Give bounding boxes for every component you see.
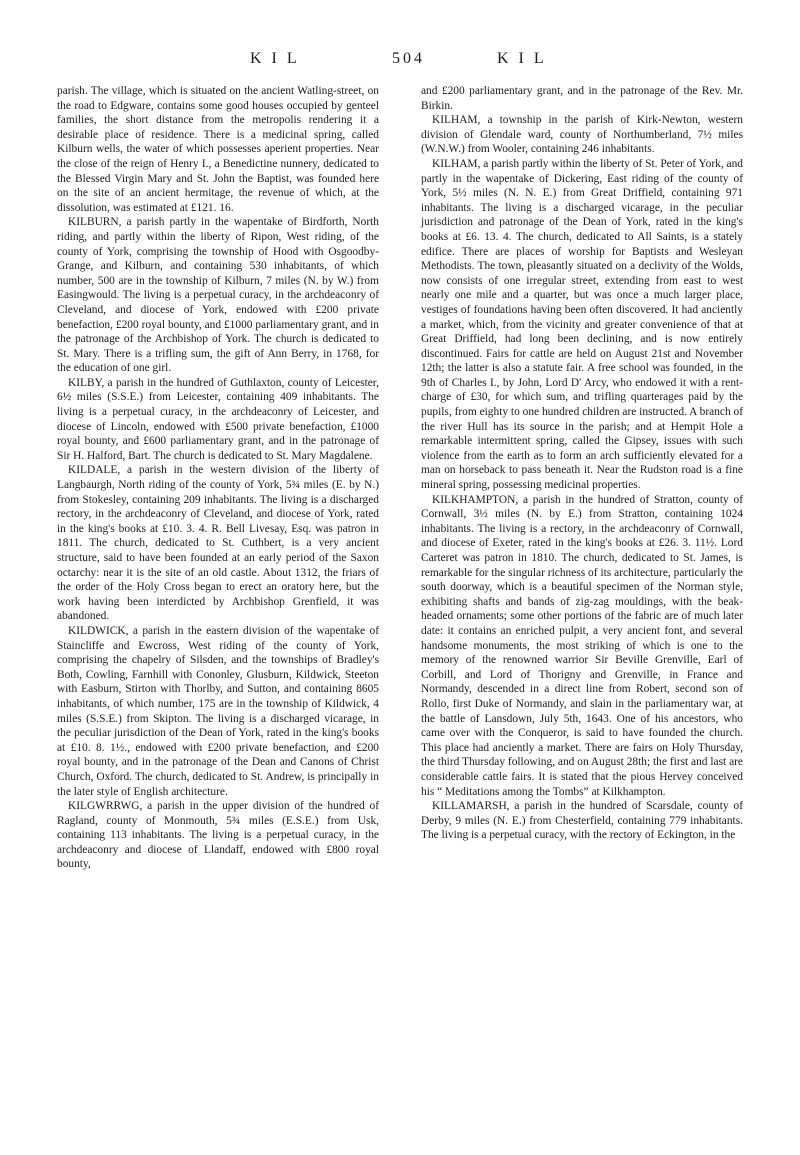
entry-killamarsh: KILLAMARSH, a parish in the hundred of Scarsdale, county of Derby, 9 miles (N. E.) from Chesterfield, containing 779 inhabitants. The living is a perpetual curacy, with the rectory of Eckington, in the <box>421 800 743 842</box>
header-right-guide-word: K I L <box>497 50 547 67</box>
entry-kilham-northumberland: KILHAM, a township in the parish of Kirk-Newton, western division of Glendale ward, county of Northumberland, 7½ miles (W.N.W.) from Wooler, containing 246 inhabitants. <box>421 114 743 156</box>
running-header <box>60 50 740 74</box>
entry-kilham-york: KILHAM, a parish partly within the liberty of St. Peter of York, and partly in the wapentake of Dickering, East riding of the county of York, 5½ miles (N. N. E.) from Great Driffield, containing 971 inhabitants. The living is a discharged vicarage, in the peculiar jurisdiction and patronage of the Dean of York, rated in the king's books at £6. 13. 4. The church, dedicated to All Saints, is a stately edifice. There are places of worship for Baptists and Wesleyan Methodists. The town, pleasantly situated on a declivity of the Wolds, now consists of one irregular street, extending from east to west nearly one mile and a quarter, but was once a much larger place, vestiges of foundations having been often discovered. It had anciently a market, which, from the vicinity and greater convenience of that at Great Driffield, had long been declining, and is now entirely discontinued. Fairs for cattle are held on August 21st and November 12th; the latter is also a statute fair. A free school was founded, in the 9th of Charles I., by John, Lord D' Arcy, who endowed it with a rent-charge of £30, for which sum, and trifling quarterages paid by the pupils, from eighty to one hundred children are instructed. A branch of the river Hull has its source in the parish; and at Hempit Hole a remarkable intermittent spring, called the Gipsey, issues with such violence from the earth as to form an arch sufficiently elevated for a man on horseback to pass beneath it. Near the Rudston road is a fine mineral spring, possessing medicinal properties. <box>421 157 743 492</box>
entry-kilkhampton: KILKHAMPTON, a parish in the hundred of Stratton, county of Cornwall, 3½ miles (N. by E.) from Stratton, containing 1024 inhabitants. The living is a rectory, in the archdeaconry of Cornwall, and diocese of Exeter, rated in the king's books at £26. 3. 11½. Lord Carteret was patron in 1810. The church, dedicated to St. James, is remarkable for the singular richness of its architecture, particularly the south doorway, which is a beautiful specimen of the Norman style, exhibiting shafts and bands of zig-zag mouldings, with the beak-headed ornaments; some other portions of the fabric are of much later date: it contains an enriched pulpit, a very ancient font, and several handsome monuments, the most striking of which is one to the memory of the renowned warrior Sir Beville Grenville, Earl of Corbill, and Lord of Thorigny and Grenville, in France and Normandy, descended in a direct line from Robert, second son of Rollo, first Duke of Normandy, and slain in the parliamentary war, at the battle of Lansdown, July 5th, 1643. One of his ancestors, who came over with the Conqueror, is said to have founded the church. This place had anciently a market. There are fairs on Holy Thursday, the third Thursday following, and on August 28th; the first and last are considerable cattle fairs. It is stated that the pious Hervey conceived his “ Meditations among the Tombs” at Kilkhampton. <box>421 493 743 798</box>
right-column <box>421 84 743 843</box>
entry-kildale: KILDALE, a parish in the western division of the liberty of Langbaurgh, North riding of the county of York, 5¾ miles (E. by N.) from Stokesley, containing 209 inhabitants. The living is a discharged rectory, in the archdeaconry of Cleveland, and diocese of York, rated in the king's books at £10. 3. 4. R. Bell Livesay, Esq. was patron in 1811. The church, dedicated to St. Cuthbert, is a very ancient structure, said to have been founded at an early period of the Saxon octarchy: near it is the site of an old castle. About 1312, the friars of the order of the Holy Cross began to erect an oratory here, but the work having been interdicted by Archbishop Grenfield, it was abandoned. <box>57 464 379 623</box>
entry-kilburn-continued: parish. The village, which is situated on the ancient Watling-street, on the road to Edgware, contains some good houses occupied by genteel families, the short distance from the metropolis rendering it a desirable place of residence. There is a medicinal spring, called Kilburn wells, the water of which possesses aperient properties. Near the close of the reign of Henry I., a Benedictine nunnery, dedicated to the Blessed Virgin Mary and St. John the Baptist, was founded here on the site of an ancient hermitage, the revenue of which, at the dissolution, was estimated at £121. 16. <box>57 85 379 214</box>
page-number: 504 <box>392 50 425 67</box>
left-column <box>57 84 379 872</box>
entry-kilgwrrwg-continued: and £200 parliamentary grant, and in the patronage of the Rev. Mr. Birkin. <box>421 85 743 112</box>
entry-kilby: KILBY, a parish in the hundred of Guthlaxton, county of Leicester, 6½ miles (S.S.E.) from Leicester, containing 409 inhabitants. The living is a perpetual curacy, in the archdeaconry of Leicester, and diocese of Lincoln, endowed with £500 private benefaction, £1000 royal bounty, and £600 parliamentary grant, and in the patronage of Sir H. Halford, Bart. The church is dedicated to St. Mary Magdalene. <box>57 376 379 462</box>
entry-kilgwrrwg: KILGWRRWG, a parish in the upper division of the hundred of Ragland, county of Monmouth, 5¾ miles (E.S.E.) from Usk, containing 113 inhabitants. The living is a perpetual curacy, in the archdeaconry and diocese of Llandaff, endowed with £800 royal bounty, <box>57 800 379 871</box>
header-left-guide-word: K I L <box>250 50 300 67</box>
entry-kilburn-york: KILBURN, a parish partly in the wapentake of Birdforth, North riding, and partly within the liberty of Ripon, West riding, of the county of York, comprising the township of Hood with Osgoodby-Grange, and Kilburn, and containing 530 inhabitants, of which number, 500 are in the township of Kilburn, 7 miles (N. by W.) from Easingwould. The living is a perpetual curacy, in the archdeaconry of Cleveland, and diocese of York, endowed with £200 private benefaction, £200 royal bounty, and £1000 parliamentary grant, and in the patronage of the Archbishop of York. The church is dedicated to St. Mary. There is a trifling sum, the gift of Ann Berry, in 1768, for the education of one girl. <box>57 216 379 375</box>
entry-kildwick: KILDWICK, a parish in the eastern division of the wapentake of Staincliffe and Ewcross, West riding of the county of York, comprising the chapelry of Silsden, and the townships of Bradley's Both, Cowling, Farnhill with Cononley, Glusburn, Kildwick, Steeton with Easburn, Stirton with Thorlby, and Sutton, and containing 8605 inhabitants, of which number, 175 are in the township of Kildwick, 4 miles (S.S.E.) from Skipton. The living is a discharged vicarage, in the peculiar jurisdiction of the Dean of York, rated in the king's books at £10. 8. 1½., endowed with £200 private benefaction, and £200 royal bounty, and in the patronage of the Dean and Canons of Christ Church, Oxford. The church, dedicated to St. Andrew, is principally in the later style of English architecture. <box>57 624 379 798</box>
